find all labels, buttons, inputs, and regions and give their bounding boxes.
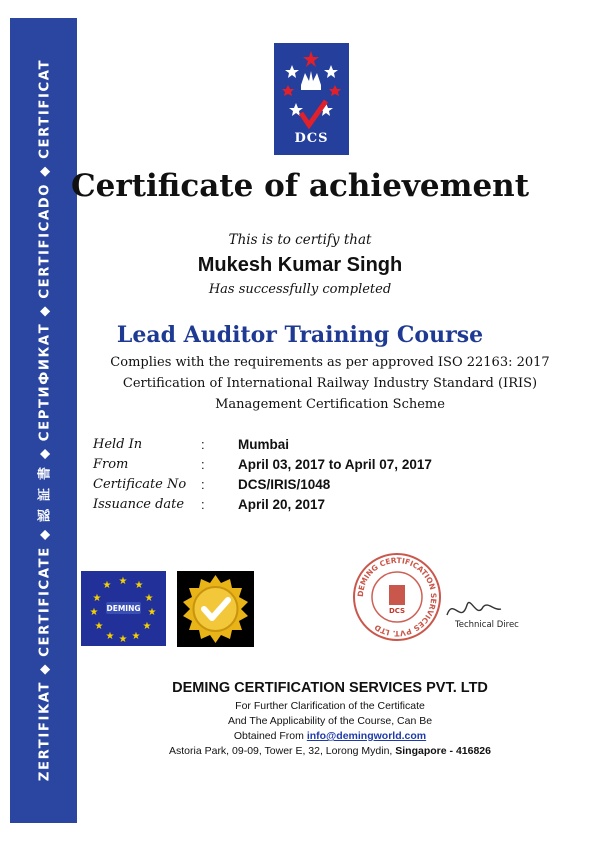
svg-text:★: ★ bbox=[118, 576, 128, 587]
email-link[interactable]: info@demingworld.com bbox=[306, 730, 427, 742]
detail-row-certificate-no: Certificate No : DCS/IRIS/1048 bbox=[93, 476, 331, 492]
details-table bbox=[93, 434, 432, 514]
svg-text:★: ★ bbox=[142, 621, 152, 632]
stamp-signature-area bbox=[349, 545, 519, 655]
address-city: Singapore - 416826 bbox=[395, 745, 491, 757]
detail-row-from: From : April 03, 2017 to April 07, 2017 bbox=[93, 456, 432, 472]
detail-label: From bbox=[93, 456, 129, 472]
sidebar-text: ZERTIFIKAT ◆ CERTIFICATE ◆ 認 証 書 ◆ СЕРТИФИКАТ ◆ CERTIFICADO ◆ CERTIFICAT bbox=[37, 58, 53, 782]
eu-stars-badge bbox=[81, 571, 166, 646]
detail-row-issuance-date: Issuance date : April 20, 2017 bbox=[93, 496, 326, 512]
detail-label: Held In bbox=[93, 436, 143, 452]
gold-seal bbox=[177, 571, 254, 647]
svg-text:★: ★ bbox=[92, 593, 102, 604]
company-stamp-icon bbox=[349, 545, 519, 655]
svg-text:★: ★ bbox=[94, 621, 104, 632]
footer-notes bbox=[0, 699, 600, 759]
stars-ring-icon bbox=[81, 571, 166, 646]
gold-check-seal-icon bbox=[177, 571, 254, 647]
recipient-name: Mukesh Kumar Singh bbox=[197, 254, 403, 276]
svg-text:★: ★ bbox=[131, 631, 141, 642]
detail-value: April 03, 2017 to April 07, 2017 bbox=[238, 456, 432, 472]
course-title: Lead Auditor Training Course bbox=[116, 322, 484, 348]
eu-badge-text: DEMING bbox=[106, 604, 141, 613]
svg-text:★: ★ bbox=[147, 607, 157, 618]
compliance-line-3: Management Certification Scheme bbox=[215, 397, 445, 412]
svg-text:★: ★ bbox=[134, 580, 144, 591]
footer-line-1: For Further Clarification of the Certificate bbox=[235, 700, 425, 712]
compliance-line-2: Certification of International Railway Industry Standard (IRIS) bbox=[122, 376, 538, 391]
footer-line-2: And The Applicability of the Course, Can Be bbox=[227, 715, 433, 727]
certify-line: This is to certify that bbox=[228, 232, 372, 248]
stamp-text: DEMING CERTIFICATION SERVICES PVT. LTD bbox=[355, 555, 439, 639]
dcs-logo bbox=[274, 43, 349, 155]
compliance-line-1: Complies with the requirements as per approved ISO 22163: 2017 bbox=[110, 355, 550, 370]
detail-label: Issuance date bbox=[93, 496, 185, 512]
logo-text: DCS bbox=[294, 131, 329, 146]
crown-stars-icon bbox=[274, 43, 349, 131]
detail-value: DCS/IRIS/1048 bbox=[238, 476, 331, 492]
certificate-title: Certificate of achievement bbox=[70, 168, 530, 204]
compliance-block bbox=[60, 352, 600, 415]
svg-text:★: ★ bbox=[89, 607, 99, 618]
detail-label: Certificate No bbox=[93, 476, 187, 492]
svg-text:★: ★ bbox=[105, 631, 115, 642]
footer-line-3: Obtained From info@demingworld.com bbox=[233, 730, 427, 742]
signature-caption: Technical Direc bbox=[455, 620, 519, 630]
detail-value: April 20, 2017 bbox=[238, 496, 326, 512]
detail-value: Mumbai bbox=[238, 436, 290, 452]
footer-address: Astoria Park, 09-09, Tower E, 32, Lorong Mydin, Singapore - 416826 bbox=[169, 745, 491, 757]
company-name: DEMING CERTIFICATION SERVICES PVT. LTD bbox=[172, 680, 488, 696]
svg-text:DCS: DCS bbox=[388, 607, 406, 615]
svg-text:★: ★ bbox=[102, 580, 112, 591]
completed-line: Has successfully completed bbox=[208, 282, 392, 297]
svg-text:★: ★ bbox=[144, 593, 154, 604]
svg-text:★: ★ bbox=[118, 634, 128, 645]
detail-row-held-in: Held In : Mumbai bbox=[93, 436, 290, 452]
